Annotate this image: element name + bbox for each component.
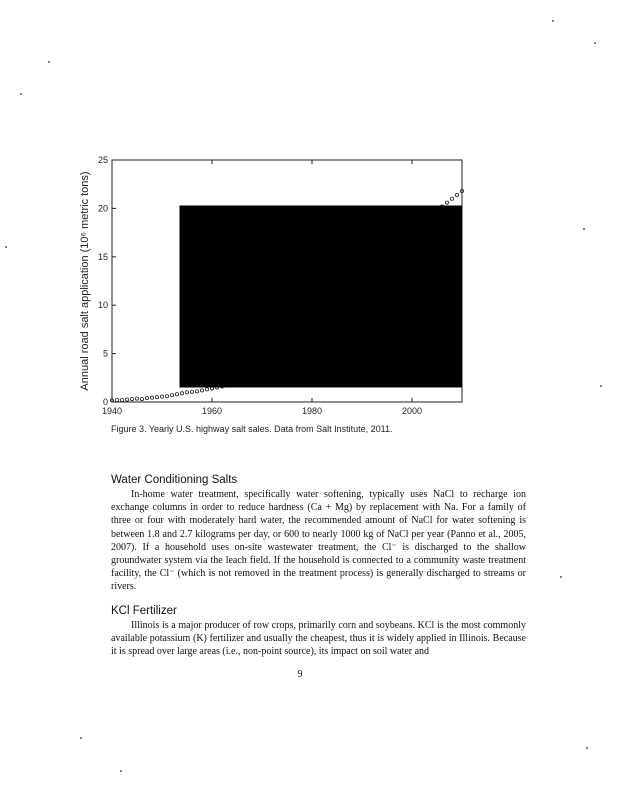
data-point <box>115 398 118 401</box>
scan-speck <box>48 61 50 63</box>
data-point <box>155 396 158 399</box>
data-point <box>180 392 183 395</box>
paragraph-water-conditioning <box>111 488 526 594</box>
data-point <box>160 395 163 398</box>
paragraph-text: Illinois is a major producer of row crops, primarily corn and soybeans. KCl is the most commonly available potassium (K) fertilizer and usually the cheapest, thus it is widely applied in Illinois. Because it is spread over large areas (i.e., non-point source), its impact on soil water and <box>111 620 526 658</box>
data-point <box>200 389 203 392</box>
y-tick-label: 0 <box>102 397 108 407</box>
data-point <box>445 201 448 204</box>
x-tick-label: 1940 <box>101 406 123 416</box>
data-point <box>130 397 133 400</box>
data-point <box>175 393 178 396</box>
x-tick-label: 2000 <box>401 406 423 416</box>
page-number: 9 <box>297 669 303 680</box>
section-heading-kcl-fertilizer: KCl Fertilizer <box>111 605 177 617</box>
scan-speck <box>552 20 554 22</box>
scan-speck <box>560 576 562 578</box>
scan-speck <box>600 385 602 387</box>
section-heading-water-conditioning: Water Conditioning Salts <box>111 474 238 486</box>
data-point <box>185 391 188 394</box>
x-tick-label: 1960 <box>201 406 223 416</box>
scan-speck <box>20 93 22 95</box>
y-tick-label: 15 <box>97 251 108 262</box>
scan-speck <box>586 747 588 749</box>
x-tick-label: 1980 <box>301 406 323 416</box>
y-tick-label: 20 <box>97 203 108 214</box>
scan-speck <box>583 228 585 230</box>
scan-speck <box>80 737 82 739</box>
paragraph-text: In-home water treatment, specifically water softening, typically uses NaCl to recharge ion exchange columns in order to reduce hardness (Ca + Mg) by replacement with Na. For a family of three or four with moderately hard water, the recommended amount of NaCl for water softening is between 1.8 and 2.7 kilograms per day, or 600 to nearly 1000 kg of NaCl per year (Panno et al., 2005, 2007). If a household uses on-site wastewater treatment, the Cl⁻ is discharged to the shallow groundwater system via the leach field. If the household is connected to a community waste treatment facility, the Cl⁻ (which is not removed in the treatment process) is generally discharged to streams or rivers. <box>111 489 526 593</box>
data-point <box>195 390 198 393</box>
figure-caption: Figure 3. Yearly U.S. highway salt sales. Data from Salt Institute, 2011. <box>111 424 393 434</box>
data-point <box>450 197 453 200</box>
data-point <box>150 396 153 399</box>
data-point <box>190 390 193 393</box>
data-point <box>125 398 128 401</box>
scan-speck <box>5 246 7 248</box>
y-tick-label: 25 <box>97 155 108 165</box>
salt-sales-chart <box>74 152 474 422</box>
y-tick-label: 5 <box>102 348 108 359</box>
paragraph-kcl-fertilizer <box>111 619 526 659</box>
data-point <box>205 388 208 391</box>
data-point <box>145 397 148 400</box>
scan-speck <box>120 770 122 772</box>
data-point <box>170 394 173 397</box>
data-point <box>455 193 458 196</box>
data-point <box>165 395 168 398</box>
scan-speck <box>594 42 596 44</box>
data-point <box>120 398 123 401</box>
y-tick-label: 10 <box>97 300 108 311</box>
data-point <box>140 397 143 400</box>
data-point <box>135 397 138 400</box>
redaction-block <box>180 205 463 387</box>
y-axis-label: Annual road salt application (10⁶ metric tons) <box>79 171 91 391</box>
